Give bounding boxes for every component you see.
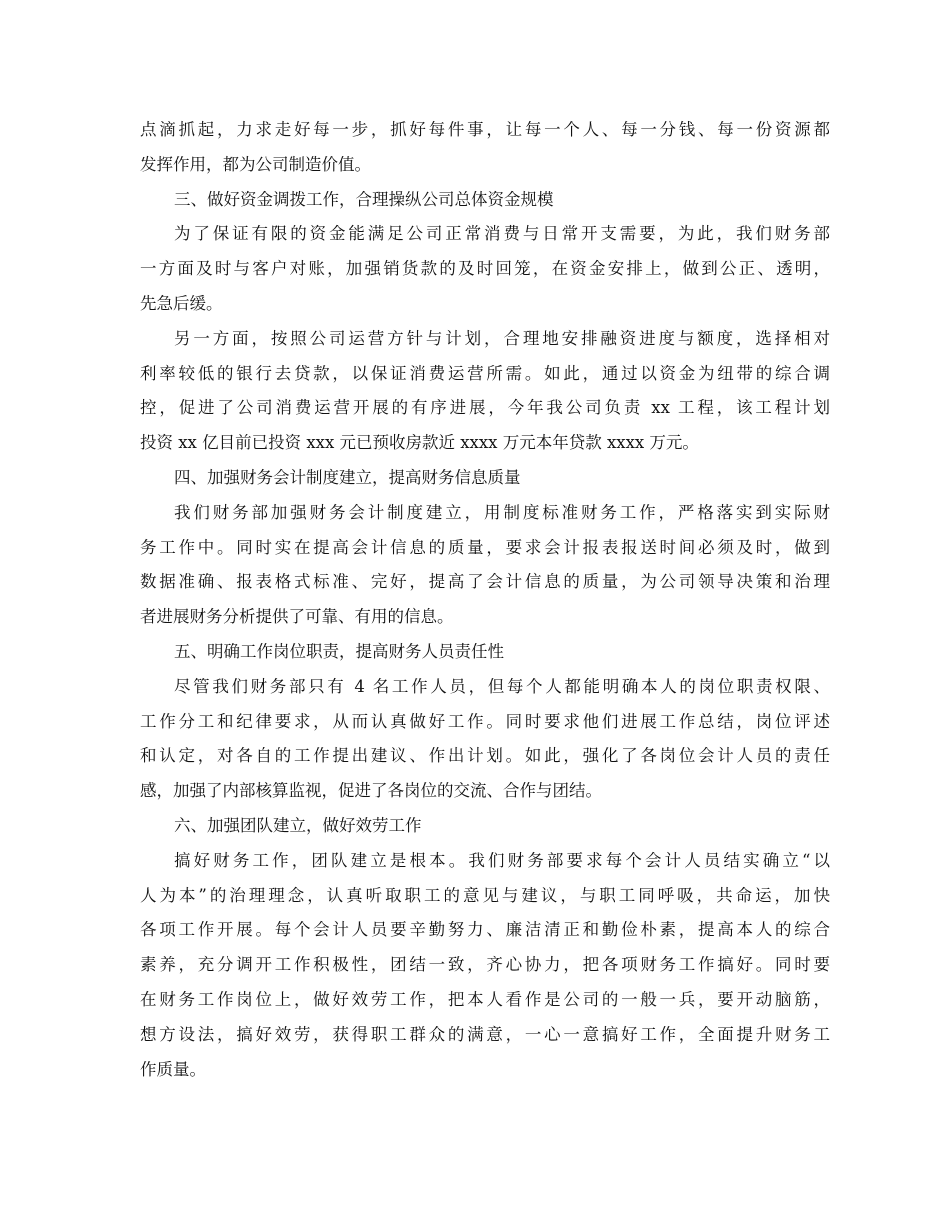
- text-line: 四、加强财务会计制度建立，提高财务信息质量: [174, 467, 521, 487]
- text-line: 数据准确、报表格式标准、完好，提高了会计信息的质量，为公司领导决策和治理: [140, 572, 830, 592]
- text-line: 搞好财务工作，团队建立是根本。我们财务部要求每个会计人员结实确立“以: [174, 850, 830, 870]
- text-line: 各项工作开展。每个会计人员要辛勤努力、廉洁清正和勤俭朴素，提高本人的综合: [140, 920, 830, 940]
- text-line: 我们财务部加强财务会计制度建立，用制度标准财务工作，严格落实到实际财: [174, 502, 830, 522]
- text-line: 控，促进了公司消费运营开展的有序进展，今年我公司负责 xx 工程，该工程计划: [140, 398, 830, 418]
- text-line: 三、做好资金调拨工作，合理操纵公司总体资金规模: [174, 189, 554, 209]
- text-line: 一方面及时与客户对账，加强销货款的及时回笼，在资金安排上，做到公正、透明，: [140, 259, 830, 279]
- text-line: 先急后缓。: [140, 293, 223, 313]
- text-line: 和认定，对各自的工作提出建议、作出计划。如此，强化了各岗位会计人员的责任: [140, 746, 830, 766]
- text-line: 点滴抓起，力求走好每一步，抓好每件事，让每一个人、每一分钱、每一份资源都: [140, 120, 830, 139]
- text-line: 素养，充分调开工作积极性，团结一致，齐心协力，把各项财务工作搞好。同时要: [140, 955, 830, 975]
- document-body: [140, 113, 830, 1087]
- text-line: 工作分工和纪律要求，从而认真做好工作。同时要求他们进展工作总结，岗位评述: [140, 711, 830, 731]
- text-line: 想方设法，搞好效劳，获得职工群众的满意，一心一意搞好工作，全面提升财务工: [140, 1024, 830, 1044]
- text-line: 者进展财务分析提供了可靠、有用的信息。: [140, 607, 454, 627]
- text-line: 在财务工作岗位上，做好效劳工作，把本人看作是公司的一般一兵，要开动脑筋，: [140, 989, 830, 1009]
- text-line: 人为本”的治理理念，认真听取职工的意见与建议，与职工同呼吸，共命运，加快: [140, 885, 830, 905]
- text-line: 发挥作用，都为公司制造价值。: [140, 154, 371, 174]
- text-line: 尽管我们财务部只有 4 名工作人员，但每个人都能明确本人的岗位职责权限、: [174, 676, 830, 696]
- text-line: 为了保证有限的资金能满足公司正常消费与日常开支需要，为此，我们财务部: [174, 224, 830, 244]
- text-line: 务工作中。同时实在提高会计信息的质量，要求会计报表报送时间必须及时，做到: [140, 537, 830, 557]
- text-line: 利率较低的银行去贷款，以保证消费运营所需。如此，通过以资金为纽带的综合调: [140, 363, 830, 383]
- text-line: 六、加强团队建立，做好效劳工作: [174, 815, 422, 835]
- text-line: 五、明确工作岗位职责，提高财务人员责任性: [174, 641, 504, 661]
- text-line: 投资 xx 亿目前已投资 xxx 元已预收房款近 xxxx 万元本年贷款 xxxx 万元。: [140, 433, 699, 453]
- text-line: 作质量。: [140, 1059, 206, 1079]
- text-line: 感，加强了内部核算监视，促进了各岗位的交流、合作与团结。: [140, 781, 602, 801]
- text-line: 另一方面，按照公司运营方针与计划，合理地安排融资进度与额度，选择相对: [174, 328, 830, 348]
